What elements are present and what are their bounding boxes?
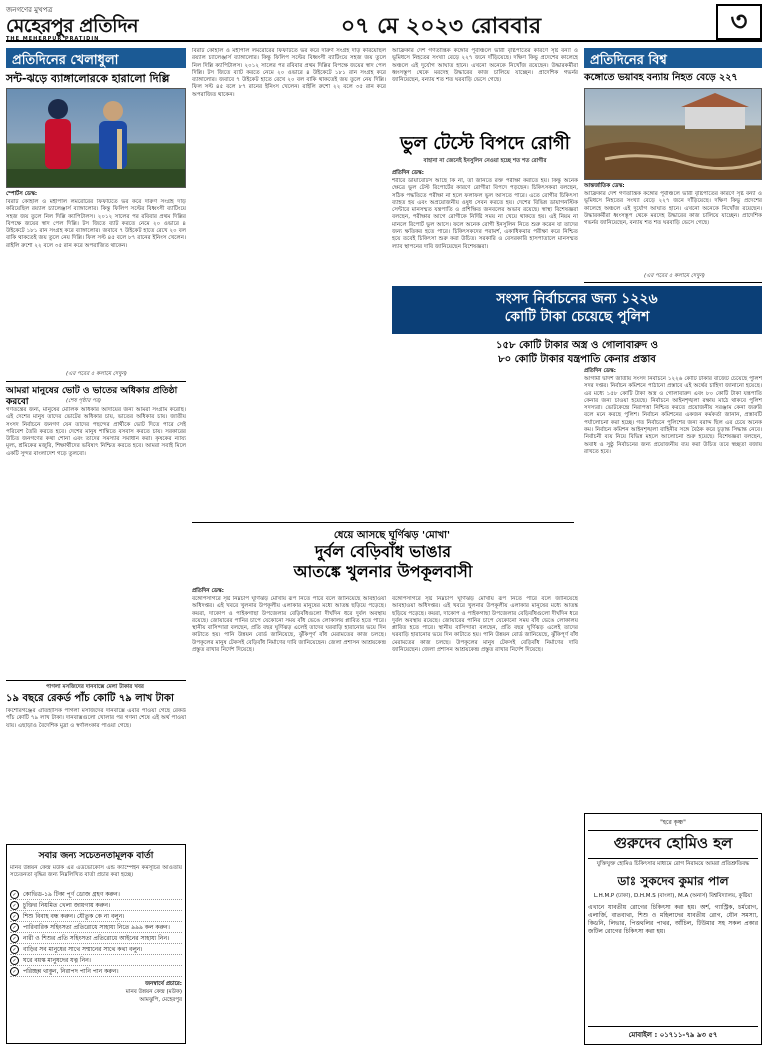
election-body: আগামী দ্বাদশ জাতীয় সংসদ নির্বাচনে ১২২৬ কোটি টাকার বাজেট চেয়েছে পুলিশ সদর দপ্তর। নির্বাচন কমিশনে পাঠানো প্রস্তাবে এই অর্থের চাহিদা জানানো হয়েছে। এর মধ্যে ১৫৮ কোটি টাকা অস্ত্র ও গোলাবারুদ এবং ৮০ কোটি টাকা যন্ত্রপাতি কেনার জন্য চাওয়া হয়েছে। নির্বাচনে আইনশৃঙ্খলা রক্ষায় মাঠে থাকবে পুলিশ সদস্যরা। ভোটকেন্দ্রে নিরাপত্তা নিশ্চিত করতে প্রয়োজনীয় সরঞ্জাম কেনা জরুরি বলে মনে করছে পুলিশ। নির্বাচন কমিশনের একজন কর্মকর্তা জানান, প্রস্তাবটি পর্যালোচনা করা হচ্ছে। গত নির্বাচনে পুলিশের জন্য বরাদ্দ ছিল এর চেয়ে অনেক কম। নির্বাচন কমিশন আইনশৃঙ্খলা বাহিনীর সঙ্গে বৈঠক করে চূড়ান্ত সিদ্ধান্ত নেবে। নির্বাচনী ব্যয় নিয়ে বিভিন্ন মহলে আলোচনা শুরু হয়েছে। বিশেষজ্ঞরা বলছেন, অবাধ ও সুষ্ঠু নির্বাচনের জন্য প্রয়োজনীয় ব্যয় করা উচিত তবে স্বচ্ছতা বজায় রাখতে হবে।	[584, 376, 762, 455]
newspaper-page	[6, 4, 762, 1050]
column-sports	[6, 48, 186, 1048]
ad-title: গুরুদেব হোমিও হল	[588, 830, 758, 859]
sports-headline: সন্ট-ঝড়ে ব্যাঙ্গালোরকে হারালো দিল্লি	[6, 72, 170, 85]
issue-date: ০৭ মে ২০২৩ রোববার	[340, 13, 542, 39]
dengue-dateline: প্রতিদিন ডেস্ক:	[392, 170, 424, 176]
ad-doctor-name: ডাঃ সুকদেব কুমার পাল	[617, 874, 729, 888]
world-continued-body: আফ্রিকার দেশ গণতান্ত্রিক কঙ্গোর পূর্বাঞ্চলে ভারী বৃষ্টিপাতের কারণে সৃষ্ট বন্যা ও ভূমিধসে নিহতের সংখ্যা বেড়ে ২২৭ জনে দাঁড়িয়েছে। দক্ষিণ কিভু প্রদেশের কালেহে অঞ্চলে এই দুর্যোগ আঘাত হানে। এখনো অনেকে নিখোঁজ রয়েছেন। উদ্ধারকর্মীরা ধ্বংসস্তূপ থেকে মরদেহ উদ্ধারের কাজ চালিয়ে যাচ্ছেন। প্রাদেশিক গভর্নর জানিয়েছেন, বন্যায় শত শত ঘরবাড়ি ভেসে গেছে।	[392, 48, 578, 84]
sports-continued-body: বিরাট কোহলি ও মহীপাল লমরোরের ফিফটিতে ভর করে দারুণ সংগ্রহ দাঁড় করিয়েছিল রয়্যাল চ্যালেঞ্জার্স ব্যাঙ্গালোর। কিন্তু ফিলিপ সল্টের বিধ্বংসী ব্যাটিংয়ে সহজ জয় তুলে নিল দিল্লি ক্যাপিটালস। ২০১২ সালের পর রবিবার প্রথম দিল্লির বিপক্ষে জয়ের স্বাদ পেল দিল্লি। টস জিতে ব্যাট করতে নেমে ২০ ওভারে ৪ উইকেটে ১৮১ রান সংগ্রহ করে ব্যাঙ্গালোর। জবাবে ৭ উইকেট হাতে রেখে ২০ বল বাকি থাকতেই জয় তুলে নেয় দিল্লি। ফিল সল্ট ৪৫ বলে ৮৭ রানের ইনিংস খেলেন। রাইলি রুশো ২২ বলে ৩৫ রান করে অপরাজিত থাকেন।	[192, 48, 386, 98]
flood-photo	[584, 88, 762, 180]
divider	[584, 282, 762, 283]
awareness-sign-place: আমঝুপি, মেহেরপুর	[139, 997, 182, 1003]
ad-doctor-degree: L.H.M.P (ঢাকা), D.H.M.S (বাংলা), M.A (অনার্স) বিশ্ববিদ্যালয়, কুষ্টিয়া	[593, 893, 753, 899]
cyclone-continued-body: বঙ্গোপসাগরে সৃষ্ট নিম্নচাপ ঘূর্ণিঝড় মোখায় রূপ নিতে পারে বলে জানিয়েছে আবহাওয়া অধিদপ্তর। এই খবরে খুলনার উপকূলীয় এলাকার মানুষের মধ্যে আতঙ্ক ছড়িয়ে পড়েছে। কয়রা, দাকোপ ও পাইকগাছা উপজেলার বেড়িবাঁধগুলো দীর্ঘদিন ধরে দুর্বল অবস্থায় রয়েছে। জোয়ারের পানির চাপে যেকোনো সময় বাঁধ ভেঙে লোকালয় প্লাবিত হতে পারে। স্থানীয় বাসিন্দারা বলছেন, প্রতি বছর ঘূর্ণিঝড় এলেই তাদের ঘরবাড়ি হারানোর ভয়ে দিন কাটাতে হয়। পানি উন্নয়ন বোর্ড জানিয়েছে, ঝুঁকিপূর্ণ বাঁধ মেরামতের কাজ চলছে। উপকূলের মানুষ টেকসই বেড়িবাঁধ নির্মাণের দাবি জানিয়েছেন। জেলা প্রশাসন আশ্রয়কেন্দ্র প্রস্তুত রাখার নির্দেশ দিয়েছে।	[392, 596, 578, 654]
election-sub-1: ১৫৮ কোটি টাকার অস্ত্র ও গোলাবারুদ ও	[496, 340, 658, 351]
editorial-sub: (শেষ পৃষ্ঠার পর)	[66, 398, 102, 404]
awareness-item	[10, 911, 182, 922]
awareness-box	[6, 844, 186, 1044]
awareness-item-text: বাড়ির সব মানুষের সাথে সম্মানের সাথে কথা বলুন।	[23, 945, 143, 953]
divider	[6, 381, 186, 382]
election-headline-1: সংসদ নির্বাচনের জন্য ১২২৬	[496, 291, 658, 307]
sports-continued: (এর পরের ৫ কলামে দেখুন)	[66, 371, 127, 377]
election-headline-2: কোটি টাকা চেয়েছে পুলিশ	[504, 309, 650, 325]
checkmark-icon: ✓	[10, 901, 19, 910]
section-banner-sports: প্রতিদিনের খেলাধুলা	[6, 48, 186, 68]
checkmark-icon: ✓	[10, 934, 19, 943]
awareness-item-text: ঘরে বয়স্ক মানুষদের যত্ন নিন।	[23, 956, 91, 964]
awareness-item	[10, 955, 182, 966]
homeo-advertisement	[584, 813, 762, 1045]
ad-mobile: মোবাইল : ০১৭১১-৭৯ ৯৩ ৫৭	[588, 1026, 758, 1041]
mosque-kicker: পাগলা মসজিদের দানবাক্সে মেলা টাকার খবর	[46, 684, 144, 690]
cyclone-kicker: ধেয়ে আসছে ঘূর্ণিঝড় 'মোখা'	[333, 530, 451, 541]
sports-body: বিরাট কোহলি ও মহীপাল লমরোরের ফিফটিতে ভর করে দারুণ সংগ্রহ দাঁড় করিয়েছিল রয়্যাল চ্যালেঞ্জার্স ব্যাঙ্গালোর। কিন্তু ফিলিপ সল্টের বিধ্বংসী ব্যাটিংয়ে সহজ জয় তুলে নিল দিল্লি ক্যাপিটালস। ২০১২ সালের পর রবিবার প্রথম দিল্লির বিপক্ষে জয়ের স্বাদ পেল দিল্লি। টস জিতে ব্যাট করতে নেমে ২০ ওভারে ৪ উইকেটে ১৮১ রান সংগ্রহ করে ব্যাঙ্গালোর। জবাবে ৭ উইকেট হাতে রেখে ২০ বল বাকি থাকতেই জয় তুলে নেয় দিল্লি। ফিল সল্ট ৪৫ বলে ৮৭ রানের ইনিংস খেলেন। রাইলি রুশো ২২ বলে ৩৫ রান করে অপরাজিত থাকেন।	[6, 199, 186, 249]
newspaper-name-english: THE MEHERPUR PRATIDIN	[6, 36, 100, 42]
election-sub-2: ৮০ কোটি টাকার যন্ত্রপাতি কেনার প্রস্তাব	[498, 354, 656, 365]
dengue-headline: ভুল টেস্টে বিপদে রোগী	[400, 133, 570, 154]
masthead-tagline: জনগণের মুখপত্র	[6, 6, 53, 14]
cricket-photo	[6, 88, 186, 188]
awareness-item-text: চুক্তির নিয়মিত খেলা জায়গায় করুন।	[23, 901, 111, 909]
awareness-title: সবার জন্য সচেতনতামূলক বার্তা	[38, 851, 154, 861]
cyclone-body: বঙ্গোপসাগরে সৃষ্ট নিম্নচাপ ঘূর্ণিঝড় মোখায় রূপ নিতে পারে বলে জানিয়েছে আবহাওয়া অধিদপ্তর। এই খবরে খুলনার উপকূলীয় এলাকার মানুষের মধ্যে আতঙ্ক ছড়িয়ে পড়েছে। কয়রা, দাকোপ ও পাইকগাছা উপজেলার বেড়িবাঁধগুলো দীর্ঘদিন ধরে দুর্বল অবস্থায় রয়েছে। জোয়ারের পানির চাপে যেকোনো সময় বাঁধ ভেঙে লোকালয় প্লাবিত হতে পারে। স্থানীয় বাসিন্দারা বলছেন, প্রতি বছর ঘূর্ণিঝড় এলেই তাদের ঘরবাড়ি হারানোর ভয়ে দিন কাটাতে হয়। পানি উন্নয়ন বোর্ড জানিয়েছে, ঝুঁকিপূর্ণ বাঁধ মেরামতের কাজ চলছে। উপকূলের মানুষ টেকসই বেড়িবাঁধ নির্মাণের দাবি জানিয়েছেন। জেলা প্রশাসন আশ্রয়কেন্দ্র প্রস্তুত রাখার নির্দেশ দিয়েছে।	[192, 596, 386, 654]
world-headline: কঙ্গোতে ভয়াবহ বন্যায় নিহত বেড়ে ২২৭	[584, 72, 738, 83]
checkmark-icon: ✓	[10, 967, 19, 976]
awareness-signature	[10, 981, 182, 1005]
checkmark-icon: ✓	[10, 956, 19, 965]
world-body: আফ্রিকার দেশ গণতান্ত্রিক কঙ্গোর পূর্বাঞ্চলে ভারী বৃষ্টিপাতের কারণে সৃষ্ট বন্যা ও ভূমিধসে নিহতের সংখ্যা বেড়ে ২২৭ জনে দাঁড়িয়েছে। দক্ষিণ কিভু প্রদেশের কালেহে অঞ্চলে এই দুর্যোগ আঘাত হানে। এখনো অনেকে নিখোঁজ রয়েছেন। উদ্ধারকর্মীরা ধ্বংসস্তূপ থেকে মরদেহ উদ্ধারের কাজ চালিয়ে যাচ্ছেন। প্রাদেশিক গভর্নর জানিয়েছেন, বন্যায় শত শত ঘরবাড়ি ভেসে গেছে।	[584, 191, 762, 227]
editorial-headline: আমরা মানুষের ভোট ও ভাতের অধিকার প্রতিষ্ঠা করবো	[6, 386, 178, 407]
column-middle-left	[192, 48, 473, 1048]
sports-dateline: স্পোর্টস ডেস্ক:	[6, 191, 38, 197]
page-number: ৩	[716, 4, 762, 40]
column-world	[496, 48, 762, 1048]
mosque-headline: ১৯ বছরে রেকর্ড পাঁচ কোটি ৭৯ লাখ টাকা	[6, 693, 174, 704]
mosque-body: কিশোরগঞ্জের ঐতিহাসিক পাগলা মসজিদের দানবাক্সে এবার পাওয়া গেছে রেকর্ড পাঁচ কোটি ৭৯ লাখ টাকা। দানবাক্সগুলো খোলার পর গণনা শেষে এই অর্থ পাওয়া যায়। এছাড়াও বৈদেশিক মুদ্রা ও স্বর্ণালংকার পাওয়া গেছে।	[6, 708, 186, 729]
section-banner-world: প্রতিদিনের বিশ্ব	[584, 48, 762, 68]
awareness-item	[10, 966, 182, 977]
awareness-list	[10, 889, 182, 977]
checkmark-icon: ✓	[10, 945, 19, 954]
awareness-item	[10, 889, 182, 900]
awareness-item-text: শিশু বিবাহ বন্ধ করুন। যৌতুক কে না বলুন।	[23, 912, 125, 920]
ad-top-line: "হরে কৃষ্ণ"	[660, 819, 686, 826]
cyclone-headline-1: দুর্বল বেড়িবাঁধ ভাঙার	[314, 542, 452, 561]
checkmark-icon: ✓	[10, 923, 19, 932]
dengue-sub: বাহানা না জেনেই ইনসুলিন নেওয়া হচ্ছে শত শত রোগীর	[423, 158, 547, 164]
awareness-item	[10, 922, 182, 933]
dengue-body: শরীরে ডায়াবেটিস আছে কি না, তা জানতে রক্ত পরীক্ষা করাতে হয়। কিন্তু অনেক ক্ষেত্রে ভুল টেস্ট রিপোর্টের কারণে রোগীরা বিপদে পড়ছেন। চিকিৎসকরা বলছেন, সঠিক পদ্ধতিতে পরীক্ষা না হলে ফলাফল ভুল আসতে পারে। এতে রোগীর চিকিৎসা ব্যাহত হয় এবং অপ্রয়োজনীয় ওষুধ সেবন করতে হয়। দেশের বিভিন্ন ডায়াগনস্টিক সেন্টারে মানসম্মত যন্ত্রপাতি ও প্রশিক্ষিত জনবলের অভাব রয়েছে। স্বাস্থ্য বিশেষজ্ঞরা বলছেন, পরীক্ষার আগে রোগীকে নির্দিষ্ট সময় না খেয়ে থাকতে হয়। এই নিয়ম না মানলে রিপোর্ট ভুল আসে। ফলে অনেক রোগী ইনসুলিন নিতে শুরু করেন যা তাদের জন্য ক্ষতিকর হতে পারে। চিকিৎসকদের পরামর্শ, একাধিকবার পরীক্ষা করে নিশ্চিত হয়ে তবেই চিকিৎসা শুরু করা উচিত। সরকারি ও বেসরকারি হাসপাতালে মানসম্মত ল্যাব স্থাপনের দাবি জানিয়েছেন বিশেষজ্ঞরা।	[392, 178, 578, 250]
column-middle-right	[392, 48, 578, 1048]
election-dateline: প্রতিদিন ডেস্ক:	[584, 368, 616, 374]
world-dateline: আন্তর্জাতিক ডেস্ক:	[584, 183, 625, 189]
awareness-item-text: পারিবারিক সহিংসতা প্রতিরোধে সাহায্য নিতে ৯৯৯ কল করুন।	[23, 923, 170, 931]
masthead-logo	[6, 4, 206, 40]
cyclone-dateline: প্রতিদিন ডেস্ক:	[192, 588, 224, 594]
masthead	[6, 4, 762, 42]
awareness-item	[10, 944, 182, 955]
awareness-sign-org: মানব উন্নয়ন কেন্দ্র (মউক)	[125, 989, 182, 995]
awareness-intro: মানব উন্নয়ন কেন্দ্র মউক এর এডভোকেসি এন্ড ক্যাম্পেইন কর্মসূচির আওতায় সচেতনতা বৃদ্ধির জন্য নিম্নলিখিত বার্তা প্রচার করা হচ্ছে।	[10, 865, 182, 879]
checkmark-icon: ✓	[10, 912, 19, 921]
cyclone-headline-2: আতঙ্কে খুলনার উপকূলবাসী	[293, 562, 473, 581]
awareness-item	[10, 933, 182, 944]
awareness-item-text: পরিচ্ছন্ন থাকুন, নিরাপদ পানি পান করুন।	[23, 967, 119, 975]
checkmark-icon: ✓	[10, 890, 19, 899]
ad-tagline: যুক্তিযুক্ত হোমিও চিকিৎসার মাধ্যমে রোগ নিরাময়ে আমরা প্রতিশ্রুতিবদ্ধ	[596, 861, 750, 867]
awareness-item-text: নারী ও শিশুর প্রতি সহিংসতা প্রতিরোধে আইনের সাহায্য নিন।	[23, 934, 170, 942]
divider	[6, 680, 186, 681]
awareness-item	[10, 900, 182, 911]
flood-scene-illustration	[585, 89, 762, 180]
cricket-players-illustration	[7, 89, 186, 188]
newspaper-name: মেহেরপুর প্রতিদিন	[6, 15, 138, 37]
world-continued: (এর পরের ৫ কলামে দেখুন)	[644, 273, 705, 279]
ad-services: এখানে যাবতীয় রোগের চিকিৎসা করা হয়। অর্শ, গ্যাস্ট্রিক, চর্মরোগ, এলার্জি, বাতব্যথা, শিশু ও মহিলাদের যাবতীয় রোগ, যৌন সমস্যা, কিডনি, লিভার, পিত্তথলির পাথর, আঁচিল, টিউমার সহ সকল প্রকার জটিল রোগের চিকিৎসা করা হয়।	[588, 904, 758, 935]
editorial-body: গণতন্ত্রের জন্য, মানুষের মৌলিক অধিকার আদায়ের জন্য আমরা সংগ্রাম করেছি। এই দেশের মানুষ তাদের ভোটের অধিকার চায়, ভাতের অধিকার চায়। জাতীয় সংসদ নির্বাচনে জনগণ যেন তাদের পছন্দের প্রার্থীকে ভোট দিতে পারে সেই পরিবেশ তৈরি করতে হবে। দেশের মানুষ শান্তিতে বসবাস করতে চায়। সরকারের উচিত জনগণের কথা শোনা এবং তাদের সমস্যার সমাধান করা। কৃষকের ন্যায্য মূল্য, শ্রমিকের মজুরি, শিক্ষার্থীদের ভবিষ্যৎ নিশ্চিত করতে হবে। আমরা সবাই মিলে একটি সুন্দর বাংলাদেশ গড়ে তুলবো।	[6, 407, 186, 457]
awareness-sign-title: জনস্বার্থে প্রচারে:	[145, 981, 182, 987]
awareness-item-text: কোভিড-১৯ টিকা পূর্ণ ডোজ গ্রহণ করুন।	[23, 890, 120, 898]
election-headline-banner	[392, 286, 762, 334]
